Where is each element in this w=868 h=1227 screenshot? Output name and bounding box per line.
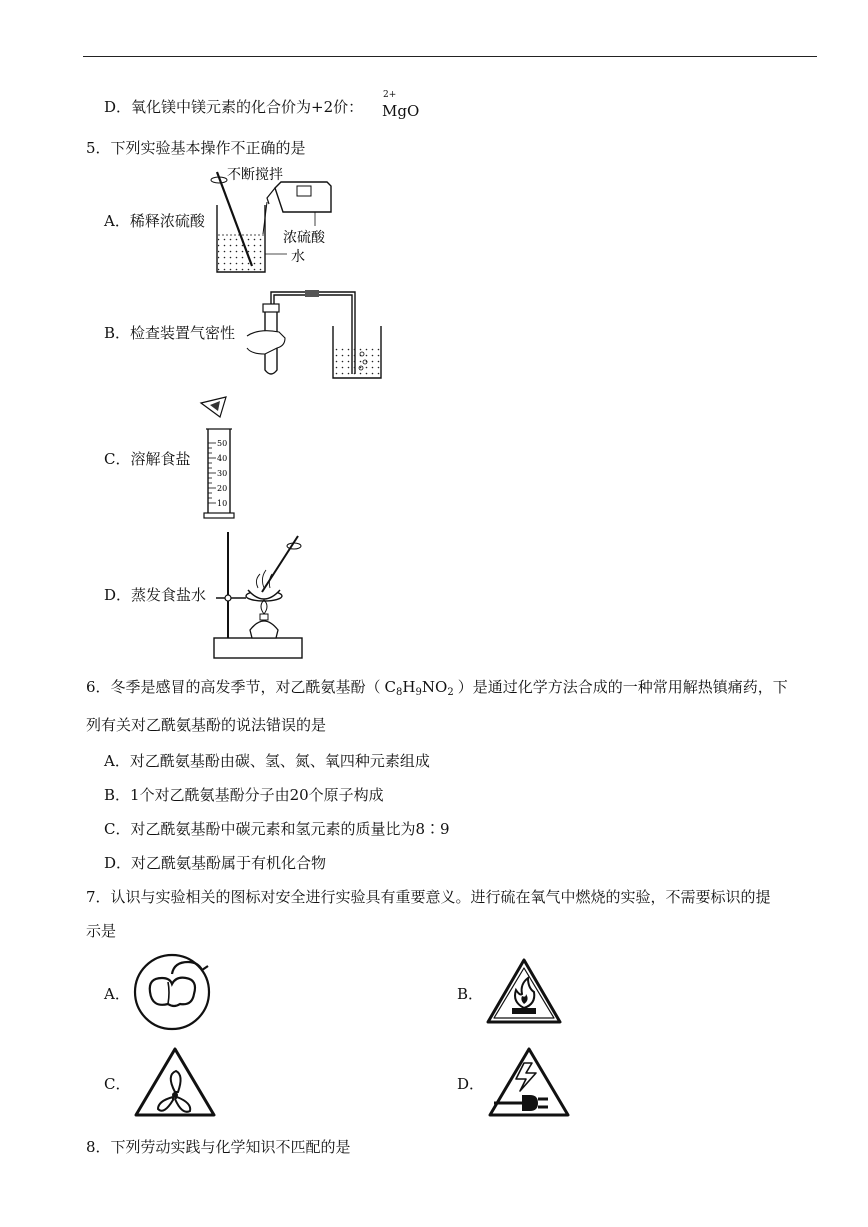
option-text: 对乙酰氨基酚属于有机化合物 [131,854,327,872]
q7-stem-line1: 7．认识与实验相关的图标对安全进行实验具有重要意义。进行硫在氧气中燃烧的实验，不需要标识的提 [86,888,771,906]
option-label: B． [104,786,131,804]
flame-warning-icon [484,956,564,1028]
formula-go: gO [397,102,420,120]
tick-label: 40 [217,454,228,463]
tick-label: 50 [217,439,228,448]
option-label: D． [104,586,132,604]
formula-part: NO [421,678,448,696]
q7-option-a-label: A． [104,985,130,1003]
option-text: 溶解食盐 [130,450,191,468]
evaporation-illustration [210,530,320,662]
option-label: D． [104,854,132,872]
mgo-formula [382,101,419,121]
q6-option-d [104,853,326,873]
q6-stem-line1 [86,677,788,703]
formula-mg: M [382,102,398,120]
q6-option-a [104,751,430,771]
option-label: C． [104,820,131,838]
q5-option-d [104,585,206,605]
electric-plug-warning-icon [486,1045,572,1121]
q6-option-c [104,819,450,839]
q6-option-b [104,785,384,805]
option-label: A． [104,212,130,230]
chemical-formula [381,678,458,696]
tick-label: 20 [217,484,228,493]
q5-option-b [104,323,235,343]
option-text: 稀释浓硫酸 [129,212,205,230]
option-text: 氧化镁中镁元素的化合价为+2价： [131,98,364,116]
q4-option-d [104,97,363,117]
q7-option-c-label: C． [104,1075,131,1093]
tick-label: 30 [217,469,228,478]
formula-subscript: 9 [415,687,422,698]
option-text: 对乙酰氨基酚由碳、氢、氮、氧四种元素组成 [129,752,430,770]
airtight-check-illustration [245,282,395,382]
q5-option-a [104,211,205,231]
valence-superscript: 2+ [383,90,397,100]
q6-stem-line2: 列有关对乙酰氨基酚的说法错误的是 [86,716,327,734]
stem-text: ）是通过化学方法合成的一种常用解热镇痛药，下 [457,678,788,696]
annotation-water: 水 [291,249,305,265]
q7-stem-line2: 示是 [86,922,117,940]
annotation-stir: 不断搅拌 [227,167,283,183]
option-text: 1个对乙酰氨基酚分子由20个原子构成 [130,786,384,804]
annotation-acid: 浓硫酸 [283,230,325,246]
q5-stem: 5．下列实验基本操作不正确的是 [86,139,306,157]
q8-stem: 8．下列劳动实践与化学知识不匹配的是 [86,1138,351,1156]
option-text: 对乙酰氨基酚中碳元素和氢元素的质量比为8∶9 [130,820,450,838]
option-label: A． [104,752,130,770]
option-label: B． [104,324,131,342]
formula-subscript: 8 [396,687,403,698]
option-label: D． [104,98,132,116]
hand-wash-icon [132,952,216,1036]
stem-text: 6．冬季是感冒的高发季节，对乙酰氨基酚（ [86,678,381,696]
option-text: 检查装置气密性 [130,324,236,342]
option-label: C． [104,450,131,468]
q7-option-b-label: B． [457,985,484,1003]
q5-option-c [104,449,191,469]
formula-part: C [384,678,397,696]
header-rule [83,56,817,57]
dilute-acid-illustration [205,160,345,278]
option-text: 蒸发食盐水 [131,586,207,604]
formula-part: H [402,678,416,696]
graduated-cylinder-illustration [196,395,246,523]
ventilation-fan-icon [132,1045,218,1121]
q7-option-d-label: D． [457,1075,485,1093]
formula-subscript: 2 [447,687,454,698]
tick-label: 10 [217,499,228,508]
